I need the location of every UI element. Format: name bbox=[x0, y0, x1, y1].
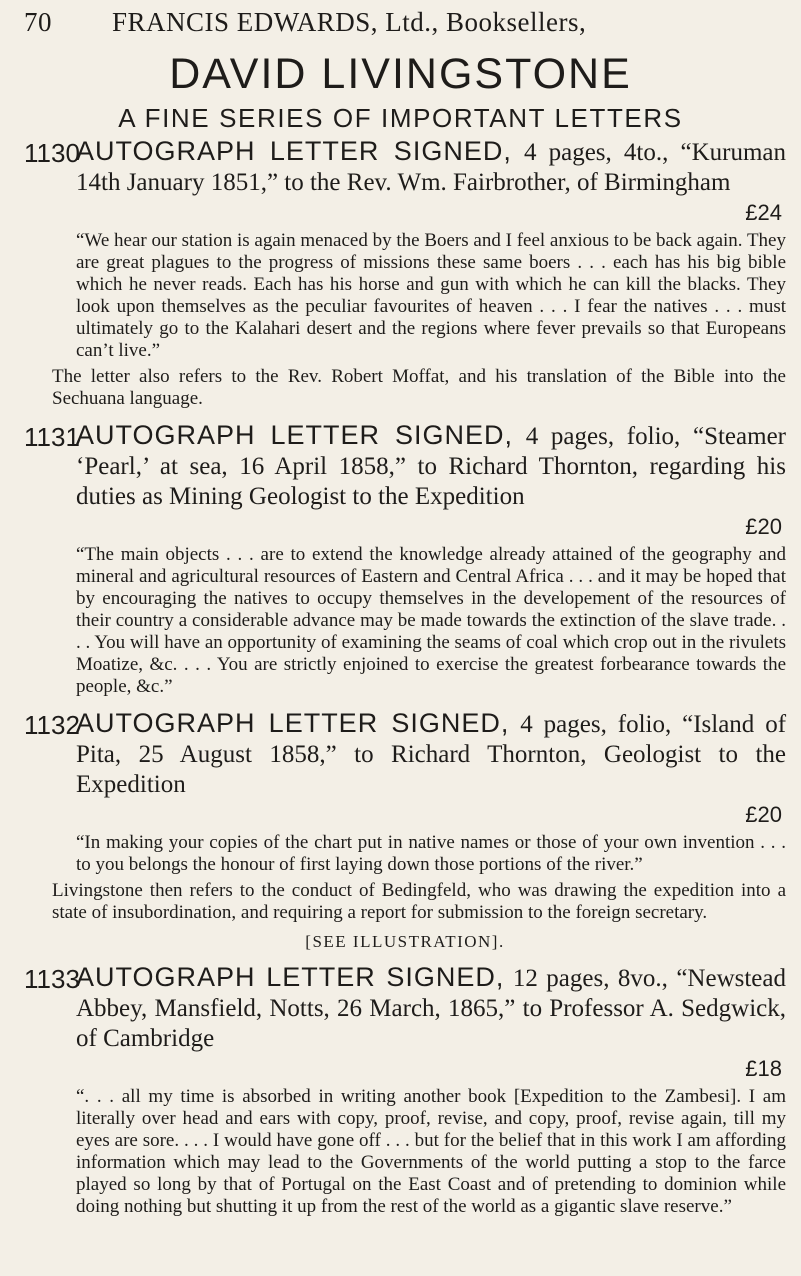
section-header bbox=[0, 48, 801, 134]
lot-number: 1130 bbox=[24, 138, 80, 168]
price-line bbox=[76, 512, 786, 542]
lot-entry bbox=[24, 708, 786, 952]
lot-description: 4 pages, folio, “Island of Pita, 25 August 1858,” to Richard Thornton, Geologist to the Expedition bbox=[76, 711, 787, 798]
lot-entry bbox=[24, 136, 786, 410]
lot-number: 1131 bbox=[24, 422, 80, 452]
lot-entry bbox=[24, 962, 786, 1218]
lot-list bbox=[24, 136, 786, 1228]
lot-number: 1132 bbox=[24, 710, 80, 740]
lot-heading bbox=[76, 420, 786, 512]
section-title: DAVID LIVINGSTONE bbox=[169, 50, 632, 98]
lot-quote: “The main objects . . . are to extend the knowledge already attained of the geography and mineral and agricultural resources of Eastern and Central Africa . . . and it may be hoped that by encouraging the natives to occupy themselves in the developement of the resources of their country a considerable advance may be made towards the extinction of the slave trade. . . . You will have an opportunity of examining the seams of coal which crop out in the rivulets Moatize, &c. . . . You are strictly enjoined to exercise the greatest forbearance towards the people, &c.” bbox=[76, 544, 786, 697]
running-header bbox=[24, 2, 781, 42]
lot-price: £18 bbox=[745, 1056, 782, 1081]
lot-quote: “. . . all my time is absorbed in writing another book [Expedition to the Zambesi]. I am literally over head and ears with copy, proof, revise, and copy, proof, revise again, till my eyes are sore. . . . I would have gone off . . . but for the belief that in this work I am affording information which may lead to the Governments of the world putting a stop to the farce played so long by that of Portugal on the East Coast and of pretending to dominion while doing nothing but shutting it up from the rest of the world as a gigantic slave reserve.” bbox=[76, 1086, 786, 1217]
page-number: 70 bbox=[24, 7, 52, 37]
lot-note: The letter also refers to the Rev. Robert Moffat, and his translation of the Bible into the Sechuana language. bbox=[52, 366, 786, 409]
lot-type: AUTOGRAPH LETTER SIGNED, bbox=[76, 708, 510, 738]
lot-type: AUTOGRAPH LETTER SIGNED, bbox=[76, 962, 505, 992]
lot-heading bbox=[76, 962, 786, 1054]
lot-entry bbox=[24, 420, 786, 698]
lot-heading bbox=[76, 708, 786, 800]
price-line bbox=[76, 1054, 786, 1084]
lot-type: AUTOGRAPH LETTER SIGNED, bbox=[76, 420, 513, 450]
lot-number: 1133 bbox=[24, 964, 80, 994]
lot-price: £24 bbox=[745, 200, 782, 225]
illustration-reference: [SEE ILLUSTRATION]. bbox=[305, 932, 505, 951]
price-line bbox=[76, 198, 786, 228]
lot-price: £20 bbox=[745, 802, 782, 827]
running-title: FRANCIS EDWARDS, Ltd., Booksellers, bbox=[112, 7, 587, 37]
lot-description: 4 pages, folio, “Steamer ‘Pearl,’ at sea, 16 April 1858,” to Richard Thornton, regarding his duties as Mining Geologist to the Expedition bbox=[76, 423, 786, 510]
lot-price: £20 bbox=[745, 514, 782, 539]
price-line bbox=[76, 800, 786, 830]
lot-note: Livingstone then refers to the conduct of Bedingfeld, who was drawing the expedition into a state of insubordination, and requiring a report for submission to the foreign secretary. bbox=[52, 880, 786, 923]
lot-quote: “We hear our station is again menaced by the Boers and I feel anxious to be back again. They are great plagues to the progress of missions these same boers . . . each has his big bible which he never reads. Each has his horse and gun with which he can kill the blacks. They look upon themselves as the peculiar favourites of heaven . . . I fear the natives . . . must ultimately go to the Kalahari desert and the regions where fever prevails so that Europeans can’t live.” bbox=[76, 230, 786, 361]
lot-type: AUTOGRAPH LETTER SIGNED, bbox=[76, 136, 512, 166]
lot-quote: “In making your copies of the chart put in native names or those of your own invention . . . to you belongs the honour of first laying down those portions of the river.” bbox=[76, 832, 786, 875]
lot-description: 4 pages, 4to., “Kuruman 14th January 1851,” to the Rev. Wm. Fairbrother, of Birmingham bbox=[76, 139, 787, 196]
lot-heading bbox=[76, 136, 786, 198]
lot-description: 12 pages, 8vo., “Newstead Abbey, Mansfield, Notts, 26 March, 1865,” to Professor A. Sedgwick, of Cambridge bbox=[76, 965, 787, 1052]
section-subtitle: A FINE SERIES OF IMPORTANT LETTERS bbox=[118, 103, 683, 133]
